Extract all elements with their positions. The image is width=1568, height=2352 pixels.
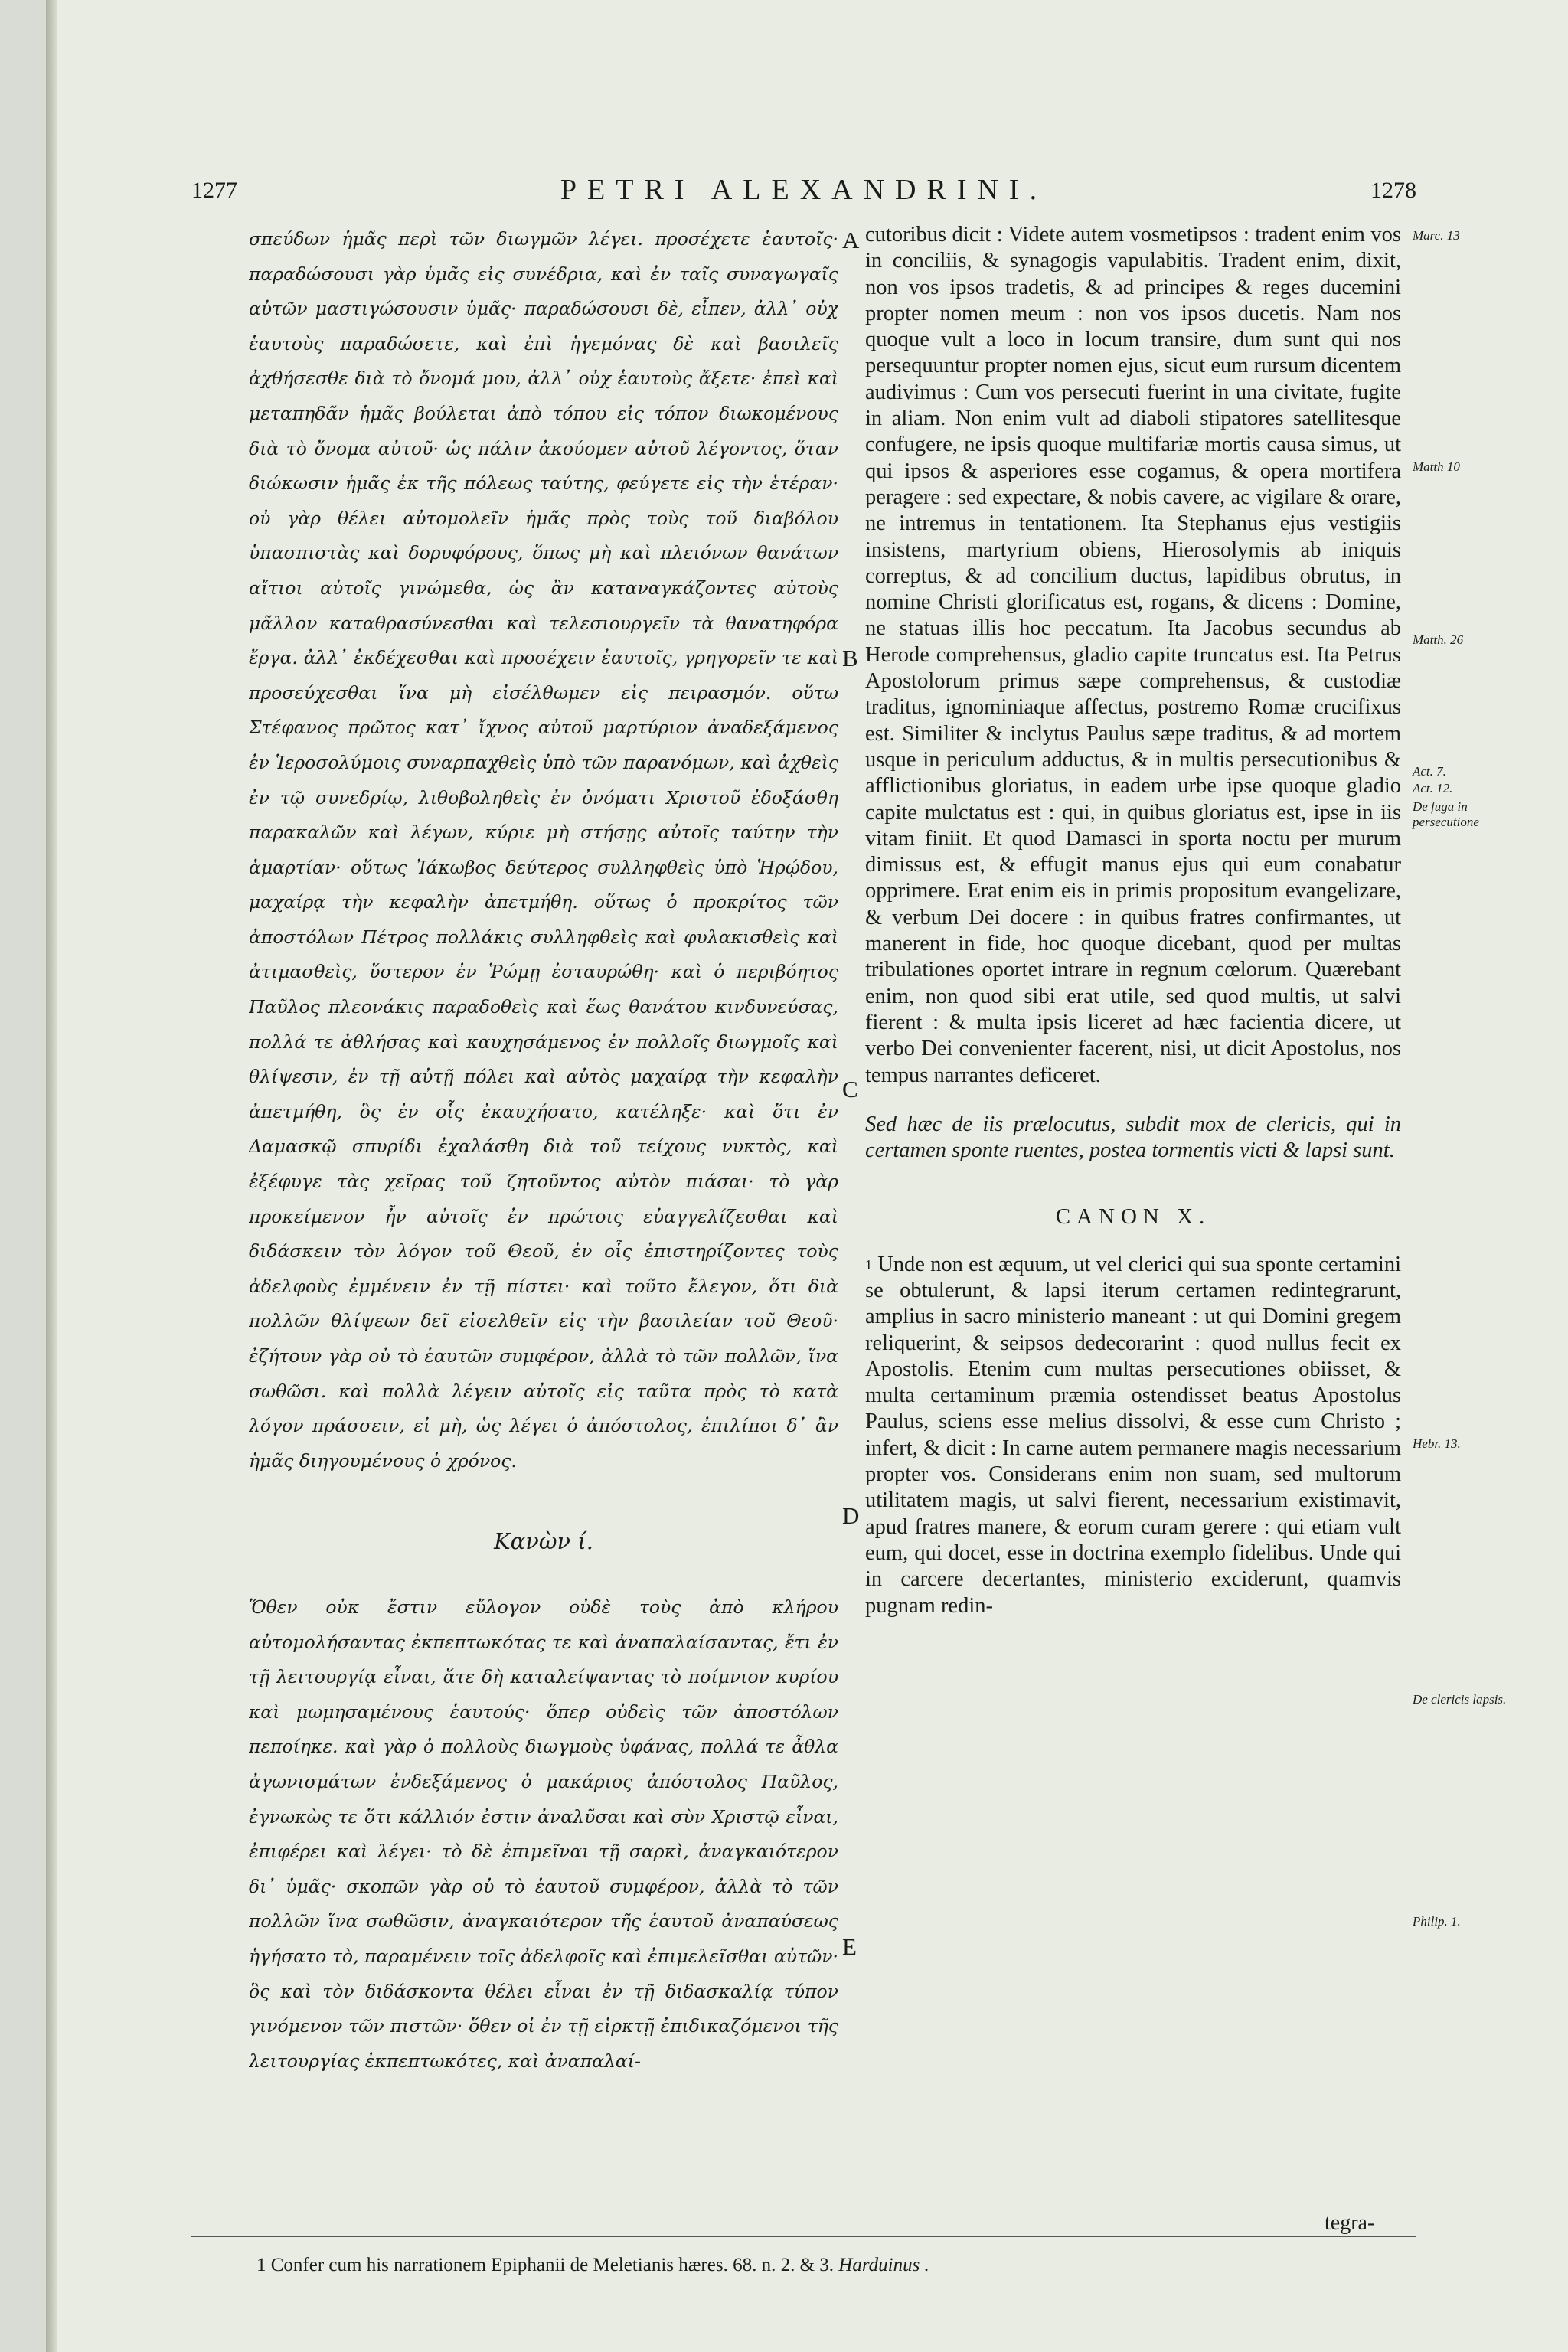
margin-note-de-fuga: De fuga in persecutione: [1413, 799, 1479, 829]
footnote: [256, 2255, 929, 2276]
latin-intro-note: Sed hæc de iis prælocutus, subdit mox de clericis, qui in certamen sponte ruentes, postea tormentis victi & lapsi sunt.: [865, 1112, 1401, 1163]
margin-note-act-12: Act. 12.: [1413, 781, 1453, 795]
section-letter-c: C: [842, 1076, 858, 1102]
section-letter-e: E: [842, 1933, 857, 1960]
footnote-marker: 1: [256, 2255, 266, 2275]
margin-note-marc: Marc. 13: [1413, 228, 1460, 243]
footnote-reference-marker: 1: [865, 1256, 872, 1272]
running-title: PETRI ALEXANDRINI.: [560, 174, 1048, 206]
margin-note-hebr: Hebr. 13.: [1413, 1436, 1461, 1451]
footnote-rule: [191, 2236, 1416, 2237]
section-letter-d: D: [842, 1502, 860, 1529]
left-page-number: 1277: [191, 178, 237, 203]
margin-note-matth-10: Matth 10: [1413, 459, 1460, 474]
greek-canon-title: Κανὼν ί.: [494, 1528, 593, 1555]
footnote-author: Harduinus .: [838, 2255, 929, 2275]
catchword: tegra-: [1325, 2211, 1375, 2235]
margin-note-matth-26: Matth. 26: [1413, 632, 1464, 647]
latin-paragraph-2-text: Unde non est æquum, ut vel clerici qui sua sponte certamini se obtulerunt, & lapsi iterum certamen redintegrarunt, amplius in sacro ministerio maneant : ut qui Domini gregem reliquerint, & seipsos dedecorarint : quod nullus fecit ex Apostolis. Etenim cum multas persecutiones obiisset, & multa certaminum præmia ostendisset beatus Apostolus Paulus, sciens esse melius dissolvi, & esse cum Christo ; infert, & dicit : In carne autem permanere magis necessarium propter vos. Considerans enim non suam, sed multorum utilitatem magis, ut salvi fierent, necessarium existimavit, apud fratres manere, & eorum curam gerere : qui etiam vult eum, qui docet, esse in doctrina exemplo fidelibus. Unde qui in carcere decertantes, ministerio exciderunt, quamvis pugnam redin-: [865, 1252, 1401, 1618]
greek-paragraph-1: σπεύδων ἡμᾶς περὶ τῶν διωγμῶν λέγει. προσέχετε ἑαυτοῖς· παραδώσουσι γὰρ ὑμᾶς εἰς συνέδρια, καὶ ἐν ταῖς συναγωγαῖς αὐτῶν μαστιγώσουσιν ὑμᾶς· παραδώσουσι δὲ, εἶπεν, ἀλλ᾽ οὐχ ἑαυτοὺς παραδώσετε, καὶ ἐπὶ ἡγεμόνας δὲ καὶ βασιλεῖς ἀχθήσεσθε διὰ τὸ ὄνομά μου, ἀλλ᾽ οὐχ ἑαυτοὺς ἄξετε· ἐπεὶ καὶ μεταπηδᾶν ἡμᾶς βούλεται ἀπὸ τόπου εἰς τόπον διωκομένους διὰ τὸ ὄνομα αὐτοῦ· ὡς πάλιν ἀκούομεν αὐτοῦ λέγοντος, ὅταν διώκωσιν ἡμᾶς ἐκ τῆς πόλεως ταύτης, φεύγετε εἰς τὴν ἑτέραν· οὐ γὰρ θέλει αὐτομολεῖν ἡμᾶς πρὸς τοὺς τοῦ διαβόλου ὑπασπιστὰς καὶ δορυφόρους, ὅπως μὴ καὶ πλειόνων θανάτων αἴτιοι αὐτοῖς γινώμεθα, ὡς ἂν καταναγκάζοντες αὐτοὺς μᾶλλον καταθρασύνεσθαι καὶ τελεσιουργεῖν τὰ θανατηφόρα ἔργα. ἀλλ᾽ ἐκδέχεσθαι καὶ προσέχειν ἑαυτοῖς, γρηγορεῖν τε καὶ προσεύχεσθαι ἵνα μὴ εἰσέλθωμεν εἰς πειρασμόν. οὕτω Στέφανος πρῶτος κατ᾽ ἴχνος αὐτοῦ μαρτύριον ἀναδεξάμενος ἐν Ἱεροσολύμοις συναρπαχθεὶς ὑπὸ τῶν παρανόμων, καὶ ἀχθεὶς ἐν τῷ συνεδρίῳ, λιθοβοληθεὶς ἐν ὀνόματι Χριστοῦ ἐδοξάσθη παρακαλῶν καὶ λέγων, κύριε μὴ στήσῃς αὐτοῖς ταύτην τὴν ἁμαρτίαν· οὕτως Ἰάκωβος δεύτερος συλληφθεὶς ὑπὸ Ἡρῴδου, μαχαίρᾳ τὴν κεφαλὴν ἀπετμήθη. οὕτως ὁ προκρίτος τῶν ἀποστόλων Πέτρος πολλάκις συλληφθεὶς καὶ φυλακισθεὶς καὶ ἀτιμασθεὶς, ὕστερον ἐν Ῥώμῃ ἐσταυρώθη· καὶ ὁ περιβόητος Παῦλος πλεονάκις παραδοθεὶς καὶ ἕως θανάτου κινδυνεύσας, πολλά τε ἀθλήσας καὶ καυχησάμενος ἐν πολλοῖς διωγμοῖς καὶ θλίψεσιν, ἐν τῇ αὐτῇ πόλει καὶ αὐτὸς μαχαίρᾳ τὴν κεφαλὴν ἀπετμήθη, ὃς ἐν οἷς ἐκαυχήσατο, κατέληξε· καὶ ὅτι ἐν Δαμασκῷ σπυρίδι ἐχαλάσθη διὰ τοῦ τείχους νυκτὸς, καὶ ἐξέφυγε τὰς χεῖρας τοῦ ζητοῦντος αὐτὸν πιάσαι· τὸ γὰρ προκείμενον ἦν αὐτοῖς ἐν πρώτοις εὐαγγελίζεσθαι καὶ διδάσκειν τὸν λόγον τοῦ Θεοῦ, ἐν οἷς ἐπιστηρίζοντες τοὺς ἀδελφοὺς ἐμμένειν ἐν τῇ πίστει· καὶ τοῦτο ἔλεγον, ὅτι διὰ πολλῶν θλίψεων δεῖ εἰσελθεῖν εἰς τὴν βασιλείαν τοῦ Θεοῦ· ἐζήτουν γὰρ οὐ τὸ ἑαυτῶν συμφέρον, ἀλλὰ τὸ τῶν πολλῶν, ἵνα σωθῶσι. καὶ πολλὰ λέγειν αὐτοῖς εἰς ταῦτα πρὸς τὸ κατὰ λόγον πράσσειν, εἰ μὴ, ὡς λέγει ὁ ἀπόστολος, ἐπιλίποι δ᾽ ἂν ἡμᾶς διηγουμένους ὁ χρόνος.: [249, 228, 838, 1472]
latin-canon-title: CANON X.: [1055, 1204, 1211, 1230]
footnote-text: Confer cum his narrationem Epiphanii de Meletianis hæres. 68. n. 2. & 3.: [270, 2255, 835, 2275]
latin-column: [865, 222, 1401, 2228]
greek-column: [249, 222, 838, 2228]
latin-paragraph-1: cutoribus dicit : Videte autem vosmetipsos : tradent enim vos in conciliis, & synagogis vapulabitis. Tradent enim, dixit, non vos ipsos tradetis, & ad principes & reges ducemini propter nomen meum : non vos ipsos ducetis. Nam nos quoque vult a loco in locum transire, dum sunt qui nos persequuntur propter nomen ejus, sicut eum rursum dicentem audivimus : Cum vos persecuti fuerint in una civitate, fugite in aliam. Non enim vult ad diaboli stipatores satellitesque confugere, ne ipsis quoque multifariæ mortis causa simus, ut qui ipsos & asperiores esse cogamus, & opera mortifera peragere : sed expectare, & nobis cavere, ac vigilare & orare, ne intremus in tentationem. Ita Stephanus ejus vestigiis insistens, martyrium obiens, Hierosolymis ab iniquis correptus, & ad concilium ductus, lapidibus obrutus, in nomine Christi glorificatus est, rogans, & dicens : Domine, ne statuas illis hoc peccatum. Ita Jacobus secundus ab Herode comprehensus, gladio capite truncatus est. Ita Petrus Apostolorum primus sæpe comprehensus, & custodiæ traditus, ignominiaque affectus, postremo Romæ crucifixus est. Similiter & inclytus Paulus sæpe traditus, & ad mortem usque in periculum adductus, & in multis persecutionibus & afflictionibus gloriatus, in eadem urbe ipse quoque gladio capite mulctatus est : qui, in quibus gloriatus est, ipse in iis vitam finiit. Et quod Damasci in sporta noctu per murum dimissus est, & effugit manus ejus qui eum conabatur opprimere. Erat enim eis in primis propositum evangelizare, & verbum Dei docere : in quibus fratres confirmantes, ut manerent in fide, hoc quoque dicebant, quod per multas tribulationes oportet intrare in regnum cœlorum. Quærebant enim, non quod sibi erat utile, sed quod multis, ut salvi fierent : & multa ipsis liceret ad hæc facientia dicere, ut verbo Dei convenienter facerent, nisi, ut dicit Apostolus, nos tempus narrantes deficeret.: [865, 223, 1401, 1087]
latin-paragraph-2: [865, 1252, 1401, 1619]
page-spine-shadow: [46, 0, 57, 2352]
section-letter-a: A: [842, 227, 860, 253]
margin-note-philip: Philip. 1.: [1413, 1914, 1461, 1929]
running-header: [191, 174, 1416, 208]
margin-note-act-7: Act. 7.: [1413, 764, 1446, 779]
margin-note-de-clericis: De clericis lapsis.: [1413, 1692, 1507, 1707]
greek-paragraph-2: Ὅθεν οὐκ ἔστιν εὔλογον οὐδὲ τοὺς ἀπὸ κλήρου αὐτομολήσαντας ἐκπεπτωκότας τε καὶ ἀναπαλαίσαντας, ἔτι ἐν τῇ λειτουργίᾳ εἶναι, ἅτε δὴ καταλείψαντας τὸ ποίμνιον κυρίου καὶ μωμησαμένους ἑαυτούς· ὅπερ οὐδεὶς τῶν ἀποστόλων πεποίηκε. καὶ γὰρ ὁ πολλοὺς διωγμοὺς ὑφάνας, πολλά τε ἆθλα ἀγωνισμάτων ἐνδεξάμενος ὁ μακάριος ἀπόστολος Παῦλος, ἐγνωκὼς τε ὅτι κάλλιόν ἐστιν ἀναλῦσαι καὶ σὺν Χριστῷ εἶναι, ἐπιφέρει καὶ λέγει· τὸ δὲ ἐπιμεῖναι τῇ σαρκὶ, ἀναγκαιότερον δι᾽ ὑμᾶς· σκοπῶν γὰρ οὐ τὸ ἑαυτοῦ συμφέρον, ἀλλὰ τὸ τῶν πολλῶν ἵνα σωθῶσιν, ἀναγκαιότερον τῆς ἑαυτοῦ ἀναπαύσεως ἡγήσατο τὸ, παραμένειν τοῖς ἀδελφοῖς καὶ ἐπιμελεῖσθαι αὐτῶν· ὃς καὶ τὸν διδάσκοντα θέλει εἶναι ἐν τῇ διδασκαλίᾳ τύπον γινόμενον τῶν πιστῶν· ὅθεν οἱ ἐν τῇ εἱρκτῇ ἐπιδικαζόμενοι τῆς λειτουργίας ἐκπεπτωκότες, καὶ ἀναπαλαί-: [249, 1596, 838, 2072]
section-letter-b: B: [842, 645, 858, 671]
right-page-number: 1278: [1370, 178, 1416, 203]
